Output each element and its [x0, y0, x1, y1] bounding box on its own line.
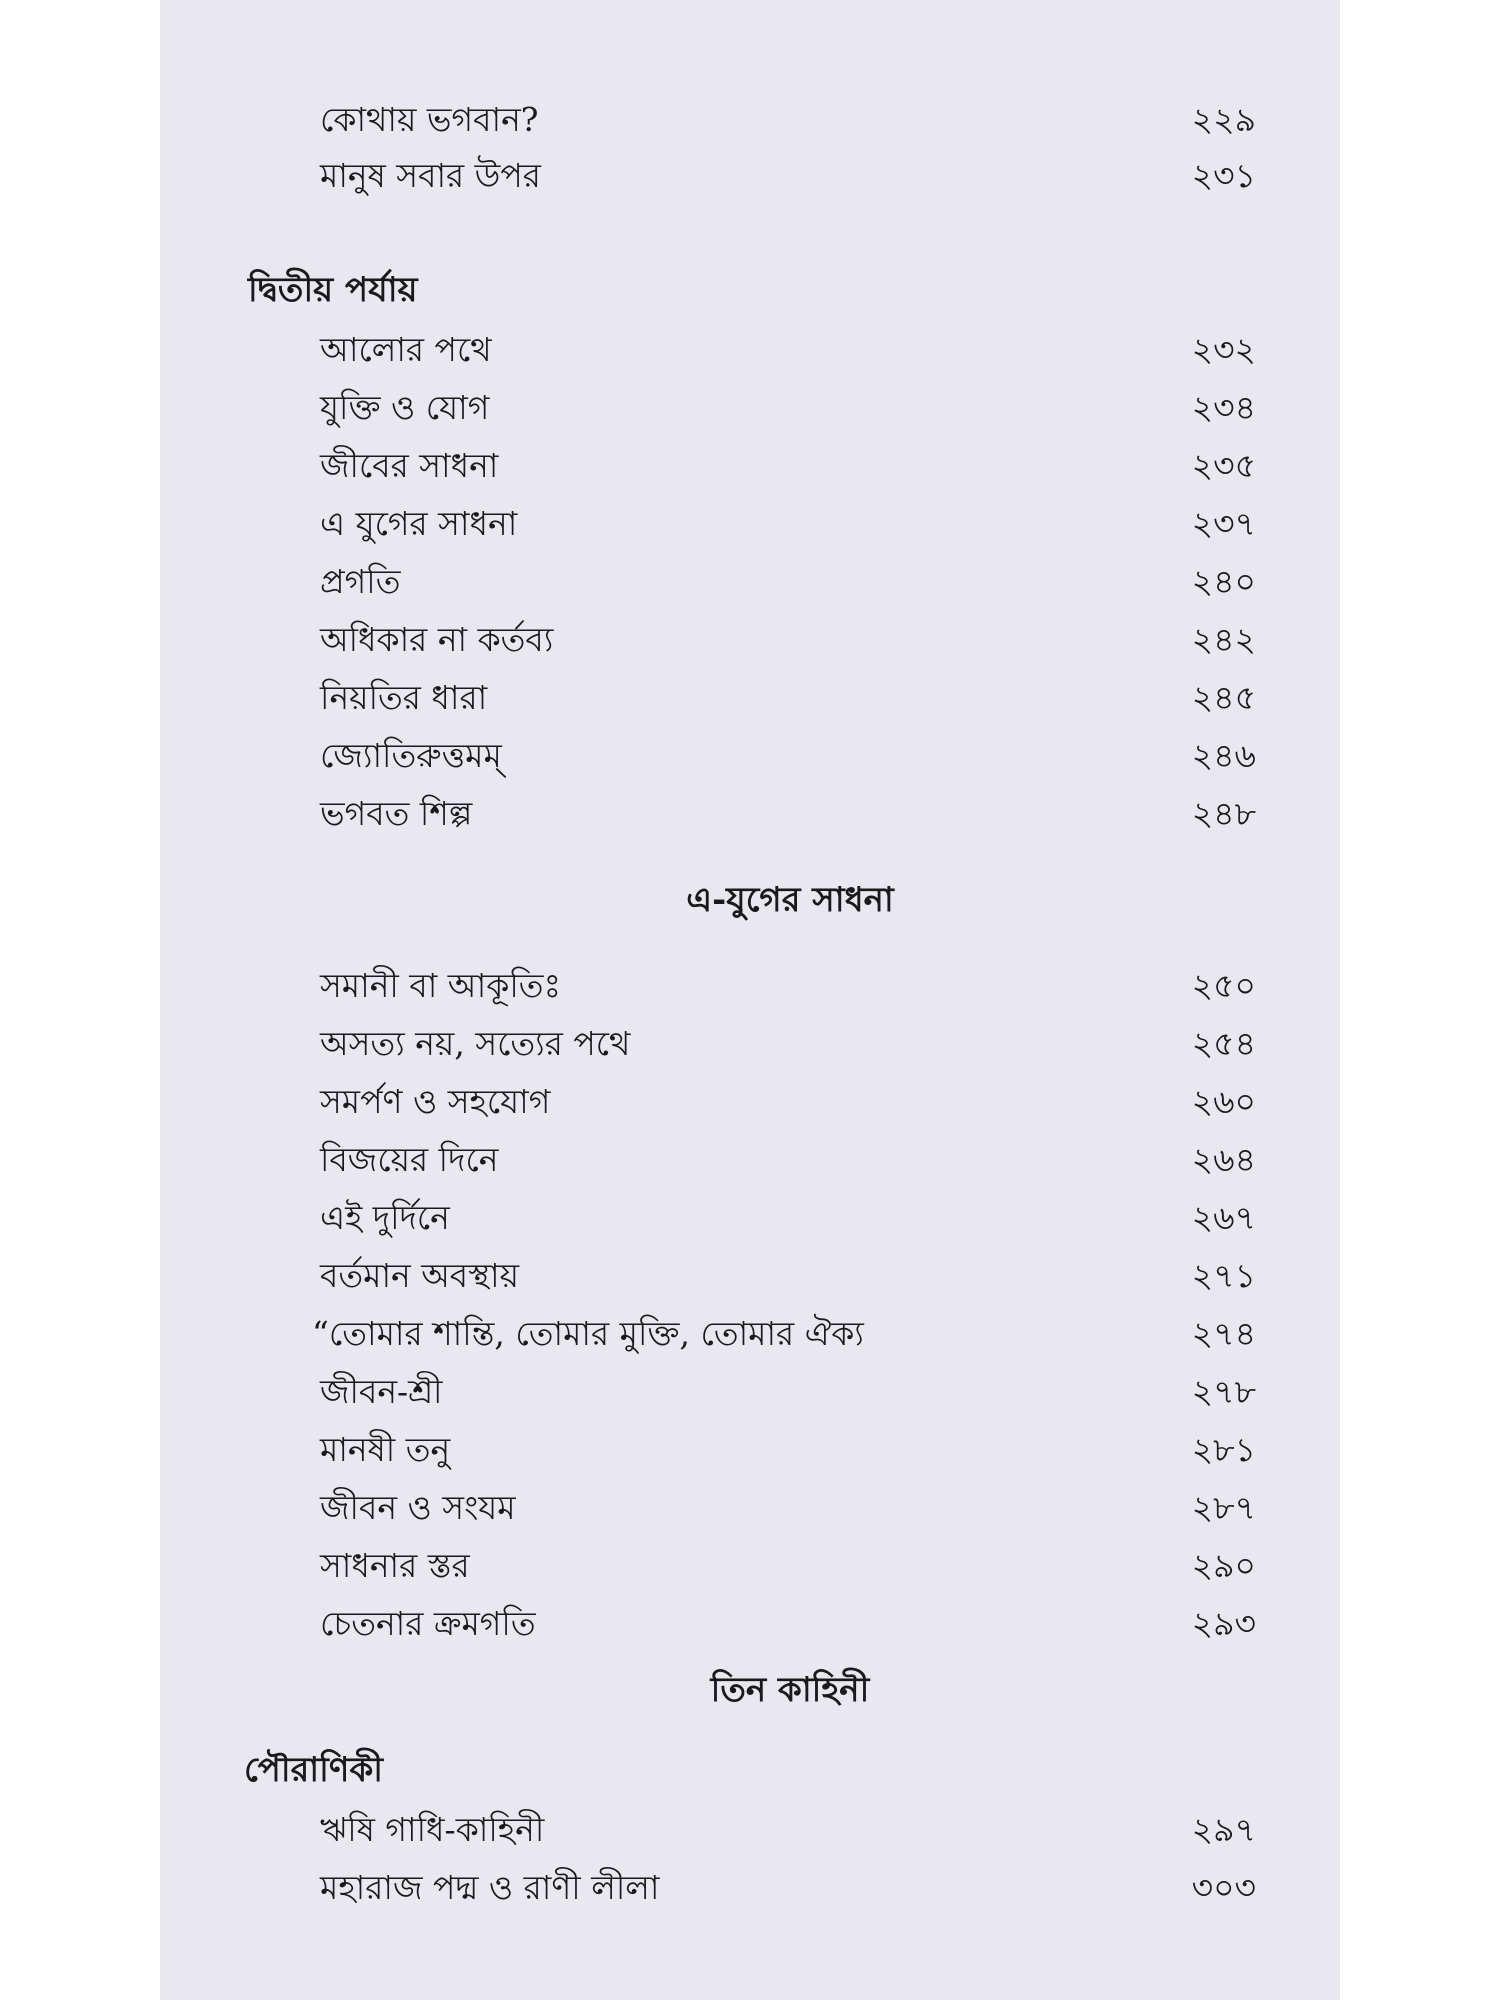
entry-title: অধিকার না কর্তব্য [320, 620, 554, 659]
section-heading: পৌরাণিকী [244, 1750, 383, 1790]
toc-entry [160, 320, 1340, 376]
entry-title: কোথায় ভগবান? [320, 100, 539, 139]
entry-title: জীবন ও সংযম [320, 1488, 516, 1527]
toc-page [160, 0, 1340, 2000]
entry-page-number: ২৪২ [1191, 620, 1256, 659]
entry-title: মানুষ সবার উপর [320, 156, 541, 195]
entry-title: যুক্তি ও যোগ [320, 388, 490, 427]
entry-title: বর্তমান অবস্থায় [320, 1256, 520, 1295]
toc-entry [160, 1594, 1340, 1650]
toc-entry [160, 668, 1340, 724]
toc-entry [160, 436, 1340, 492]
toc-entry [160, 726, 1340, 782]
entry-page-number: ২৫০ [1191, 966, 1256, 1005]
entry-title: ঋষি গাধি-কাহিনী [320, 1810, 545, 1849]
entry-title: এ যুগের সাধনা [320, 504, 518, 543]
entry-title: বিজয়ের দিনে [320, 1140, 499, 1179]
entry-title: এই দুর্দিনে [320, 1198, 450, 1237]
entry-page-number: ২৫৪ [1191, 1024, 1256, 1063]
entry-title: জ্যোতিরুত্তমম্ [320, 736, 502, 775]
section-heading-text: এ-যুগের সাধনা [686, 880, 894, 920]
entry-page-number: ২৬৭ [1191, 1198, 1256, 1237]
toc-entry [160, 1800, 1340, 1856]
entry-title: মানষী তনু [320, 1430, 451, 1469]
entry-page-number: ২৯০ [1191, 1546, 1256, 1585]
entry-page-number: ৩০৩ [1191, 1868, 1256, 1907]
entry-page-number: ২৭১ [1191, 1256, 1256, 1295]
toc-entry [160, 494, 1340, 550]
entry-page-number: ২৩৪ [1191, 388, 1256, 427]
section-heading-text: তিন কাহিনী [710, 1670, 870, 1710]
entry-page-number: ২৩২ [1191, 330, 1256, 369]
toc-entry [160, 1130, 1340, 1186]
toc-entry [160, 1188, 1340, 1244]
toc-entry [160, 552, 1340, 608]
entry-title: আলোর পথে [320, 330, 492, 369]
entry-page-number: ২৬৪ [1191, 1140, 1256, 1179]
toc-entry [160, 1246, 1340, 1302]
entry-page-number: ২৭৮ [1191, 1372, 1256, 1411]
toc-entry [160, 1420, 1340, 1476]
entry-page-number: ২২৯ [1191, 100, 1256, 139]
entry-title: সমানী বা আকূতিঃ [320, 966, 562, 1005]
toc-entry [160, 1072, 1340, 1128]
section-heading [160, 1664, 1340, 1721]
section-heading: দ্বিতীয় পর্যায় [248, 270, 418, 310]
toc-entry [160, 956, 1340, 1012]
entry-page-number: ২৪০ [1191, 562, 1256, 601]
toc-entry [160, 1362, 1340, 1418]
entry-page-number: ২৮৭ [1191, 1488, 1256, 1527]
toc-entry [160, 1014, 1340, 1070]
toc-entry [160, 378, 1340, 434]
entry-page-number: ২৩১ [1191, 156, 1256, 195]
toc-entry [160, 1304, 1340, 1360]
entry-title: “তোমার শান্তি, তোমার মুক্তি, তোমার ঐক্য [312, 1314, 864, 1353]
toc-entry [160, 1858, 1340, 1914]
entry-page-number: ২৪৫ [1191, 678, 1256, 717]
entry-page-number: ২৮১ [1191, 1430, 1256, 1469]
entry-page-number: ২৯৩ [1191, 1604, 1256, 1643]
entry-page-number: ২৯৭ [1191, 1810, 1256, 1849]
entry-title: সমর্পণ ও সহযোগ [320, 1082, 551, 1121]
section-heading [160, 874, 1340, 931]
entry-title: ভগবত শিল্প [320, 794, 473, 833]
toc-entry [160, 1478, 1340, 1534]
entry-title: জীবের সাধনা [320, 446, 499, 485]
entry-page-number: ২৭৪ [1191, 1314, 1256, 1353]
toc-entry [160, 1536, 1340, 1592]
toc-entry [160, 784, 1340, 840]
entry-title: জীবন-শ্রী [320, 1372, 443, 1411]
entry-page-number: ২৩৫ [1191, 446, 1256, 485]
entry-title: অসত্য নয়, সত্যের পথে [320, 1024, 631, 1063]
entry-page-number: ২৬০ [1191, 1082, 1256, 1121]
entry-page-number: ২৪৬ [1191, 736, 1256, 775]
entry-page-number: ২৩৭ [1191, 504, 1256, 543]
entry-title: চেতনার ক্রমগতি [320, 1604, 536, 1643]
entry-title: প্রগতি [320, 562, 401, 601]
entry-title: মহারাজ পদ্ম ও রাণী লীলা [320, 1868, 660, 1907]
entry-page-number: ২৪৮ [1191, 794, 1256, 833]
toc-entry [160, 610, 1340, 666]
entry-title: নিয়তির ধারা [320, 678, 488, 717]
toc-entry [160, 146, 1340, 202]
entry-title: সাধনার স্তর [320, 1546, 470, 1585]
toc-entry [160, 90, 1340, 146]
